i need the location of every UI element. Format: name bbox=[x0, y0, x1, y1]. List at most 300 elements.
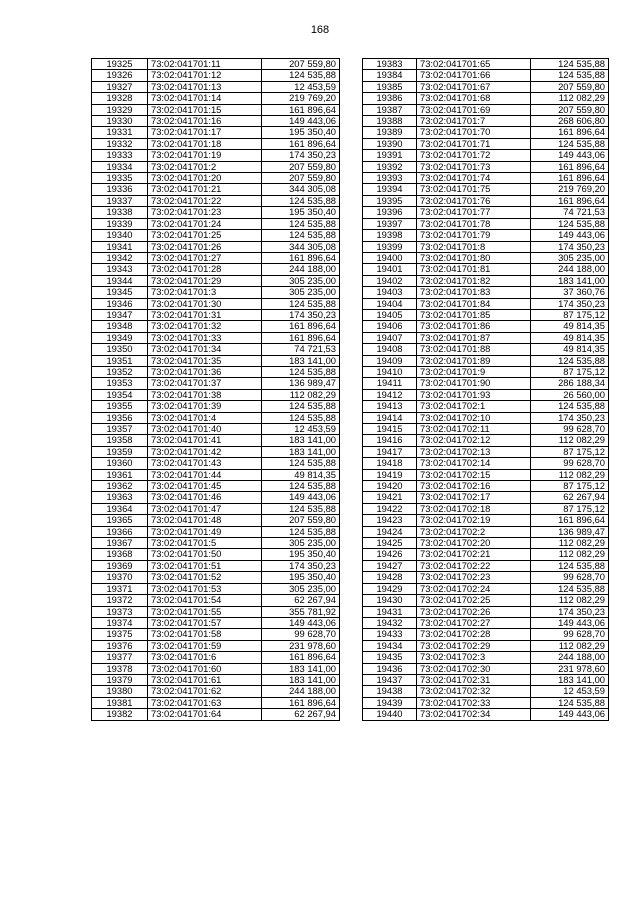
cadastral-number-cell: 73:02:041702:25 bbox=[417, 595, 531, 606]
row-number-cell: 19429 bbox=[363, 583, 417, 594]
table-row bbox=[363, 275, 609, 286]
table-row bbox=[92, 93, 340, 104]
value-cell: 244 188,00 bbox=[531, 264, 609, 275]
row-number-cell: 19339 bbox=[92, 218, 148, 229]
row-number-cell: 19344 bbox=[92, 275, 148, 286]
cadastral-number-cell: 73:02:041701:12 bbox=[148, 70, 262, 81]
cadastral-number-cell: 73:02:041701:13 bbox=[148, 81, 262, 92]
row-number-cell: 19421 bbox=[363, 492, 417, 503]
cadastral-number-cell: 73:02:041701:76 bbox=[417, 195, 531, 206]
value-cell: 124 535,88 bbox=[262, 195, 340, 206]
cadastral-number-cell: 73:02:041701:5 bbox=[148, 538, 262, 549]
cadastral-number-cell: 73:02:041702:13 bbox=[417, 446, 531, 457]
table-row bbox=[92, 503, 340, 514]
table-row bbox=[363, 309, 609, 320]
table-row bbox=[363, 492, 609, 503]
table-row bbox=[363, 572, 609, 583]
row-number-cell: 19364 bbox=[92, 503, 148, 514]
cadastral-number-cell: 73:02:041701:15 bbox=[148, 104, 262, 115]
table-row bbox=[92, 492, 340, 503]
table-row bbox=[363, 389, 609, 400]
value-cell: 219 769,20 bbox=[262, 93, 340, 104]
table-row bbox=[363, 697, 609, 708]
row-number-cell: 19377 bbox=[92, 652, 148, 663]
value-cell: 207 559,80 bbox=[262, 173, 340, 184]
value-cell: 161 896,64 bbox=[262, 104, 340, 115]
cadastral-number-cell: 73:02:041702:1 bbox=[417, 401, 531, 412]
table-row bbox=[92, 446, 340, 457]
cadastral-number-cell: 73:02:041702:23 bbox=[417, 572, 531, 583]
row-number-cell: 19414 bbox=[363, 412, 417, 423]
cadastral-number-cell: 73:02:041701:62 bbox=[148, 686, 262, 697]
row-number-cell: 19411 bbox=[363, 378, 417, 389]
row-number-cell: 19428 bbox=[363, 572, 417, 583]
cadastral-number-cell: 73:02:041701:46 bbox=[148, 492, 262, 503]
cadastral-number-cell: 73:02:041701:28 bbox=[148, 264, 262, 275]
table-row bbox=[363, 150, 609, 161]
value-cell: 231 978,60 bbox=[262, 640, 340, 651]
row-number-cell: 19425 bbox=[363, 538, 417, 549]
table-row bbox=[92, 595, 340, 606]
table-row bbox=[92, 378, 340, 389]
value-cell: 112 082,29 bbox=[531, 93, 609, 104]
value-cell: 344 305,08 bbox=[262, 184, 340, 195]
row-number-cell: 19351 bbox=[92, 355, 148, 366]
value-cell: 174 350,23 bbox=[531, 298, 609, 309]
cadastral-number-cell: 73:02:041701:9 bbox=[417, 366, 531, 377]
table-row bbox=[92, 663, 340, 674]
table-row bbox=[92, 275, 340, 286]
table-row bbox=[92, 332, 340, 343]
value-cell: 99 628,70 bbox=[531, 629, 609, 640]
row-number-cell: 19437 bbox=[363, 674, 417, 685]
value-cell: 87 175,12 bbox=[531, 366, 609, 377]
cadastral-number-cell: 73:02:041701:65 bbox=[417, 59, 531, 70]
table-row bbox=[363, 207, 609, 218]
table-row bbox=[363, 230, 609, 241]
table-row bbox=[363, 595, 609, 606]
value-cell: 244 188,00 bbox=[262, 686, 340, 697]
table-row bbox=[92, 515, 340, 526]
value-cell: 99 628,70 bbox=[531, 458, 609, 469]
table-row bbox=[92, 389, 340, 400]
value-cell: 183 141,00 bbox=[531, 275, 609, 286]
table-row bbox=[363, 469, 609, 480]
table-row bbox=[363, 116, 609, 127]
value-cell: 161 896,64 bbox=[262, 252, 340, 263]
cadastral-number-cell: 73:02:041701:23 bbox=[148, 207, 262, 218]
row-number-cell: 19331 bbox=[92, 127, 148, 138]
value-cell: 112 082,29 bbox=[531, 549, 609, 560]
cadastral-number-cell: 73:02:041701:55 bbox=[148, 606, 262, 617]
value-cell: 124 535,88 bbox=[531, 218, 609, 229]
table-row bbox=[363, 560, 609, 571]
row-number-cell: 19340 bbox=[92, 230, 148, 241]
row-number-cell: 19399 bbox=[363, 241, 417, 252]
table-row bbox=[363, 538, 609, 549]
value-cell: 244 188,00 bbox=[262, 264, 340, 275]
cadastral-number-cell: 73:02:041701:66 bbox=[417, 70, 531, 81]
cadastral-number-cell: 73:02:041701:90 bbox=[417, 378, 531, 389]
cadastral-number-cell: 73:02:041702:28 bbox=[417, 629, 531, 640]
cadastral-number-cell: 73:02:041701:17 bbox=[148, 127, 262, 138]
row-number-cell: 19413 bbox=[363, 401, 417, 412]
cadastral-number-cell: 73:02:041702:21 bbox=[417, 549, 531, 560]
table-right bbox=[362, 58, 609, 721]
cadastral-number-cell: 73:02:041701:2 bbox=[148, 161, 262, 172]
row-number-cell: 19424 bbox=[363, 526, 417, 537]
cadastral-number-cell: 73:02:041701:3 bbox=[148, 287, 262, 298]
row-number-cell: 19343 bbox=[92, 264, 148, 275]
row-number-cell: 19407 bbox=[363, 332, 417, 343]
row-number-cell: 19347 bbox=[92, 309, 148, 320]
table-row bbox=[92, 207, 340, 218]
cadastral-number-cell: 73:02:041701:21 bbox=[148, 184, 262, 195]
value-cell: 124 535,88 bbox=[262, 366, 340, 377]
table-row bbox=[92, 629, 340, 640]
table-row bbox=[92, 458, 340, 469]
value-cell: 136 989,47 bbox=[262, 378, 340, 389]
row-number-cell: 19372 bbox=[92, 595, 148, 606]
table-row bbox=[92, 241, 340, 252]
row-number-cell: 19419 bbox=[363, 469, 417, 480]
row-number-cell: 19376 bbox=[92, 640, 148, 651]
row-number-cell: 19361 bbox=[92, 469, 148, 480]
table-row bbox=[363, 127, 609, 138]
row-number-cell: 19327 bbox=[92, 81, 148, 92]
row-number-cell: 19394 bbox=[363, 184, 417, 195]
cadastral-number-cell: 73:02:041701:61 bbox=[148, 674, 262, 685]
cadastral-number-cell: 73:02:041701:93 bbox=[417, 389, 531, 400]
row-number-cell: 19328 bbox=[92, 93, 148, 104]
cadastral-number-cell: 73:02:041701:71 bbox=[417, 138, 531, 149]
cadastral-number-cell: 73:02:041701:63 bbox=[148, 697, 262, 708]
row-number-cell: 19380 bbox=[92, 686, 148, 697]
cadastral-number-cell: 73:02:041701:68 bbox=[417, 93, 531, 104]
cadastral-number-cell: 73:02:041701:18 bbox=[148, 138, 262, 149]
value-cell: 161 896,64 bbox=[531, 161, 609, 172]
value-cell: 149 443,06 bbox=[262, 492, 340, 503]
table-row bbox=[92, 709, 340, 720]
table-row bbox=[92, 686, 340, 697]
value-cell: 174 350,23 bbox=[531, 412, 609, 423]
row-number-cell: 19381 bbox=[92, 697, 148, 708]
row-number-cell: 19397 bbox=[363, 218, 417, 229]
table-row bbox=[92, 138, 340, 149]
row-number-cell: 19388 bbox=[363, 116, 417, 127]
table-row bbox=[92, 184, 340, 195]
table-row bbox=[363, 59, 609, 70]
cadastral-number-cell: 73:02:041701:19 bbox=[148, 150, 262, 161]
value-cell: 183 141,00 bbox=[531, 674, 609, 685]
value-cell: 124 535,88 bbox=[262, 458, 340, 469]
table-row bbox=[92, 560, 340, 571]
cadastral-number-cell: 73:02:041702:24 bbox=[417, 583, 531, 594]
row-number-cell: 19348 bbox=[92, 321, 148, 332]
table-row bbox=[363, 173, 609, 184]
table-row bbox=[92, 264, 340, 275]
value-cell: 195 350,40 bbox=[262, 127, 340, 138]
row-number-cell: 19408 bbox=[363, 344, 417, 355]
cadastral-number-cell: 73:02:041701:36 bbox=[148, 366, 262, 377]
value-cell: 161 896,64 bbox=[531, 127, 609, 138]
cadastral-number-cell: 73:02:041701:77 bbox=[417, 207, 531, 218]
row-number-cell: 19338 bbox=[92, 207, 148, 218]
value-cell: 112 082,29 bbox=[531, 469, 609, 480]
row-number-cell: 19373 bbox=[92, 606, 148, 617]
row-number-cell: 19368 bbox=[92, 549, 148, 560]
value-cell: 174 350,23 bbox=[262, 560, 340, 571]
row-number-cell: 19412 bbox=[363, 389, 417, 400]
value-cell: 305 235,00 bbox=[531, 252, 609, 263]
table-row bbox=[92, 617, 340, 628]
table-row bbox=[92, 355, 340, 366]
row-number-cell: 19440 bbox=[363, 709, 417, 720]
row-number-cell: 19362 bbox=[92, 481, 148, 492]
cadastral-number-cell: 73:02:041701:57 bbox=[148, 617, 262, 628]
cadastral-number-cell: 73:02:041702:31 bbox=[417, 674, 531, 685]
cadastral-number-cell: 73:02:041701:16 bbox=[148, 116, 262, 127]
row-number-cell: 19401 bbox=[363, 264, 417, 275]
cadastral-number-cell: 73:02:041701:32 bbox=[148, 321, 262, 332]
value-cell: 99 628,70 bbox=[531, 572, 609, 583]
table-row bbox=[92, 59, 340, 70]
row-number-cell: 19346 bbox=[92, 298, 148, 309]
table-row bbox=[363, 184, 609, 195]
row-number-cell: 19371 bbox=[92, 583, 148, 594]
cadastral-number-cell: 73:02:041702:29 bbox=[417, 640, 531, 651]
value-cell: 124 535,88 bbox=[262, 298, 340, 309]
value-cell: 183 141,00 bbox=[262, 674, 340, 685]
value-cell: 207 559,80 bbox=[262, 161, 340, 172]
cadastral-number-cell: 73:02:041701:78 bbox=[417, 218, 531, 229]
cadastral-number-cell: 73:02:041702:17 bbox=[417, 492, 531, 503]
cadastral-number-cell: 73:02:041702:22 bbox=[417, 560, 531, 571]
row-number-cell: 19337 bbox=[92, 195, 148, 206]
table-row bbox=[363, 93, 609, 104]
value-cell: 124 535,88 bbox=[262, 70, 340, 81]
table-row bbox=[92, 412, 340, 423]
cadastral-number-cell: 73:02:041701:49 bbox=[148, 526, 262, 537]
value-cell: 124 535,88 bbox=[262, 401, 340, 412]
row-number-cell: 19390 bbox=[363, 138, 417, 149]
cadastral-number-cell: 73:02:041701:67 bbox=[417, 81, 531, 92]
cadastral-number-cell: 73:02:041701:51 bbox=[148, 560, 262, 571]
value-cell: 124 535,88 bbox=[531, 138, 609, 149]
row-number-cell: 19393 bbox=[363, 173, 417, 184]
table-row bbox=[363, 515, 609, 526]
cadastral-number-cell: 73:02:041701:53 bbox=[148, 583, 262, 594]
cadastral-number-cell: 73:02:041701:85 bbox=[417, 309, 531, 320]
row-number-cell: 19418 bbox=[363, 458, 417, 469]
row-number-cell: 19341 bbox=[92, 241, 148, 252]
table-row bbox=[92, 287, 340, 298]
cadastral-number-cell: 73:02:041702:18 bbox=[417, 503, 531, 514]
value-cell: 112 082,29 bbox=[531, 640, 609, 651]
table-row bbox=[92, 344, 340, 355]
table-row bbox=[363, 161, 609, 172]
value-cell: 149 443,06 bbox=[531, 150, 609, 161]
table-row bbox=[92, 195, 340, 206]
table-row bbox=[363, 298, 609, 309]
cadastral-number-cell: 73:02:041701:20 bbox=[148, 173, 262, 184]
value-cell: 305 235,00 bbox=[262, 538, 340, 549]
row-number-cell: 19432 bbox=[363, 617, 417, 628]
value-cell: 183 141,00 bbox=[262, 435, 340, 446]
value-cell: 49 814,35 bbox=[262, 469, 340, 480]
row-number-cell: 19357 bbox=[92, 424, 148, 435]
table-row bbox=[92, 104, 340, 115]
row-number-cell: 19349 bbox=[92, 332, 148, 343]
row-number-cell: 19431 bbox=[363, 606, 417, 617]
table-row bbox=[363, 252, 609, 263]
cadastral-number-cell: 73:02:041701:34 bbox=[148, 344, 262, 355]
table-row bbox=[92, 481, 340, 492]
cadastral-number-cell: 73:02:041701:42 bbox=[148, 446, 262, 457]
cadastral-number-cell: 73:02:041701:14 bbox=[148, 93, 262, 104]
row-number-cell: 19350 bbox=[92, 344, 148, 355]
table-left bbox=[91, 58, 340, 721]
value-cell: 183 141,00 bbox=[262, 355, 340, 366]
table-row bbox=[92, 469, 340, 480]
value-cell: 161 896,64 bbox=[262, 332, 340, 343]
row-number-cell: 19438 bbox=[363, 686, 417, 697]
row-number-cell: 19330 bbox=[92, 116, 148, 127]
row-number-cell: 19430 bbox=[363, 595, 417, 606]
cadastral-number-cell: 73:02:041701:58 bbox=[148, 629, 262, 640]
value-cell: 49 814,35 bbox=[531, 332, 609, 343]
table-row bbox=[92, 572, 340, 583]
value-cell: 161 896,64 bbox=[262, 697, 340, 708]
row-number-cell: 19415 bbox=[363, 424, 417, 435]
row-number-cell: 19439 bbox=[363, 697, 417, 708]
table-row bbox=[363, 355, 609, 366]
table-row bbox=[363, 424, 609, 435]
row-number-cell: 19335 bbox=[92, 173, 148, 184]
value-cell: 207 559,80 bbox=[262, 59, 340, 70]
cadastral-number-cell: 73:02:041701:6 bbox=[148, 652, 262, 663]
value-cell: 174 350,23 bbox=[262, 309, 340, 320]
row-number-cell: 19369 bbox=[92, 560, 148, 571]
value-cell: 124 535,88 bbox=[262, 230, 340, 241]
value-cell: 174 350,23 bbox=[531, 241, 609, 252]
cadastral-number-cell: 73:02:041701:48 bbox=[148, 515, 262, 526]
table-row bbox=[363, 629, 609, 640]
table-row bbox=[363, 264, 609, 275]
cadastral-number-cell: 73:02:041701:40 bbox=[148, 424, 262, 435]
table-row bbox=[92, 366, 340, 377]
cadastral-number-cell: 73:02:041702:30 bbox=[417, 663, 531, 674]
row-number-cell: 19367 bbox=[92, 538, 148, 549]
cadastral-number-cell: 73:02:041701:24 bbox=[148, 218, 262, 229]
row-number-cell: 19400 bbox=[363, 252, 417, 263]
cadastral-number-cell: 73:02:041701:86 bbox=[417, 321, 531, 332]
table-row bbox=[92, 127, 340, 138]
cadastral-number-cell: 73:02:041701:50 bbox=[148, 549, 262, 560]
value-cell: 161 896,64 bbox=[262, 321, 340, 332]
value-cell: 124 535,88 bbox=[531, 70, 609, 81]
cadastral-number-cell: 73:02:041701:33 bbox=[148, 332, 262, 343]
table-row bbox=[92, 424, 340, 435]
row-number-cell: 19423 bbox=[363, 515, 417, 526]
table-row bbox=[92, 298, 340, 309]
row-number-cell: 19353 bbox=[92, 378, 148, 389]
table-row bbox=[363, 446, 609, 457]
row-number-cell: 19402 bbox=[363, 275, 417, 286]
cadastral-number-cell: 73:02:041701:64 bbox=[148, 709, 262, 720]
row-number-cell: 19332 bbox=[92, 138, 148, 149]
row-number-cell: 19382 bbox=[92, 709, 148, 720]
row-number-cell: 19363 bbox=[92, 492, 148, 503]
value-cell: 161 896,64 bbox=[531, 195, 609, 206]
row-number-cell: 19391 bbox=[363, 150, 417, 161]
row-number-cell: 19365 bbox=[92, 515, 148, 526]
row-number-cell: 19359 bbox=[92, 446, 148, 457]
value-cell: 305 235,00 bbox=[262, 583, 340, 594]
table-row bbox=[92, 401, 340, 412]
row-number-cell: 19334 bbox=[92, 161, 148, 172]
value-cell: 183 141,00 bbox=[262, 446, 340, 457]
value-cell: 37 360,76 bbox=[531, 287, 609, 298]
table-row bbox=[363, 412, 609, 423]
value-cell: 149 443,06 bbox=[262, 116, 340, 127]
value-cell: 74 721,53 bbox=[262, 344, 340, 355]
table-row bbox=[363, 287, 609, 298]
value-cell: 49 814,35 bbox=[531, 344, 609, 355]
row-number-cell: 19395 bbox=[363, 195, 417, 206]
row-number-cell: 19355 bbox=[92, 401, 148, 412]
value-cell: 124 535,88 bbox=[531, 560, 609, 571]
row-number-cell: 19378 bbox=[92, 663, 148, 674]
table-row bbox=[363, 195, 609, 206]
table-row bbox=[92, 652, 340, 663]
table-row bbox=[363, 366, 609, 377]
cadastral-number-cell: 73:02:041701:88 bbox=[417, 344, 531, 355]
cadastral-number-cell: 73:02:041702:11 bbox=[417, 424, 531, 435]
row-number-cell: 19417 bbox=[363, 446, 417, 457]
table-row bbox=[92, 640, 340, 651]
cadastral-number-cell: 73:02:041701:73 bbox=[417, 161, 531, 172]
value-cell: 161 896,64 bbox=[531, 173, 609, 184]
table-row bbox=[92, 697, 340, 708]
value-cell: 49 814,35 bbox=[531, 321, 609, 332]
row-number-cell: 19416 bbox=[363, 435, 417, 446]
table-row bbox=[363, 549, 609, 560]
cadastral-number-cell: 73:02:041701:54 bbox=[148, 595, 262, 606]
value-cell: 124 535,88 bbox=[531, 59, 609, 70]
cadastral-number-cell: 73:02:041701:52 bbox=[148, 572, 262, 583]
row-number-cell: 19354 bbox=[92, 389, 148, 400]
value-cell: 99 628,70 bbox=[531, 424, 609, 435]
value-cell: 124 535,88 bbox=[262, 218, 340, 229]
value-cell: 124 535,88 bbox=[531, 355, 609, 366]
cadastral-number-cell: 73:02:041702:26 bbox=[417, 606, 531, 617]
value-cell: 112 082,29 bbox=[531, 538, 609, 549]
table-row bbox=[92, 161, 340, 172]
value-cell: 244 188,00 bbox=[531, 652, 609, 663]
value-cell: 12 453,59 bbox=[531, 686, 609, 697]
table-row bbox=[363, 458, 609, 469]
cadastral-number-cell: 73:02:041701:84 bbox=[417, 298, 531, 309]
cadastral-number-cell: 73:02:041701:44 bbox=[148, 469, 262, 480]
row-number-cell: 19329 bbox=[92, 104, 148, 115]
value-cell: 87 175,12 bbox=[531, 309, 609, 320]
value-cell: 149 443,06 bbox=[531, 617, 609, 628]
cadastral-number-cell: 73:02:041701:37 bbox=[148, 378, 262, 389]
cadastral-number-cell: 73:02:041701:89 bbox=[417, 355, 531, 366]
table-row bbox=[363, 686, 609, 697]
cadastral-number-cell: 73:02:041701:74 bbox=[417, 173, 531, 184]
